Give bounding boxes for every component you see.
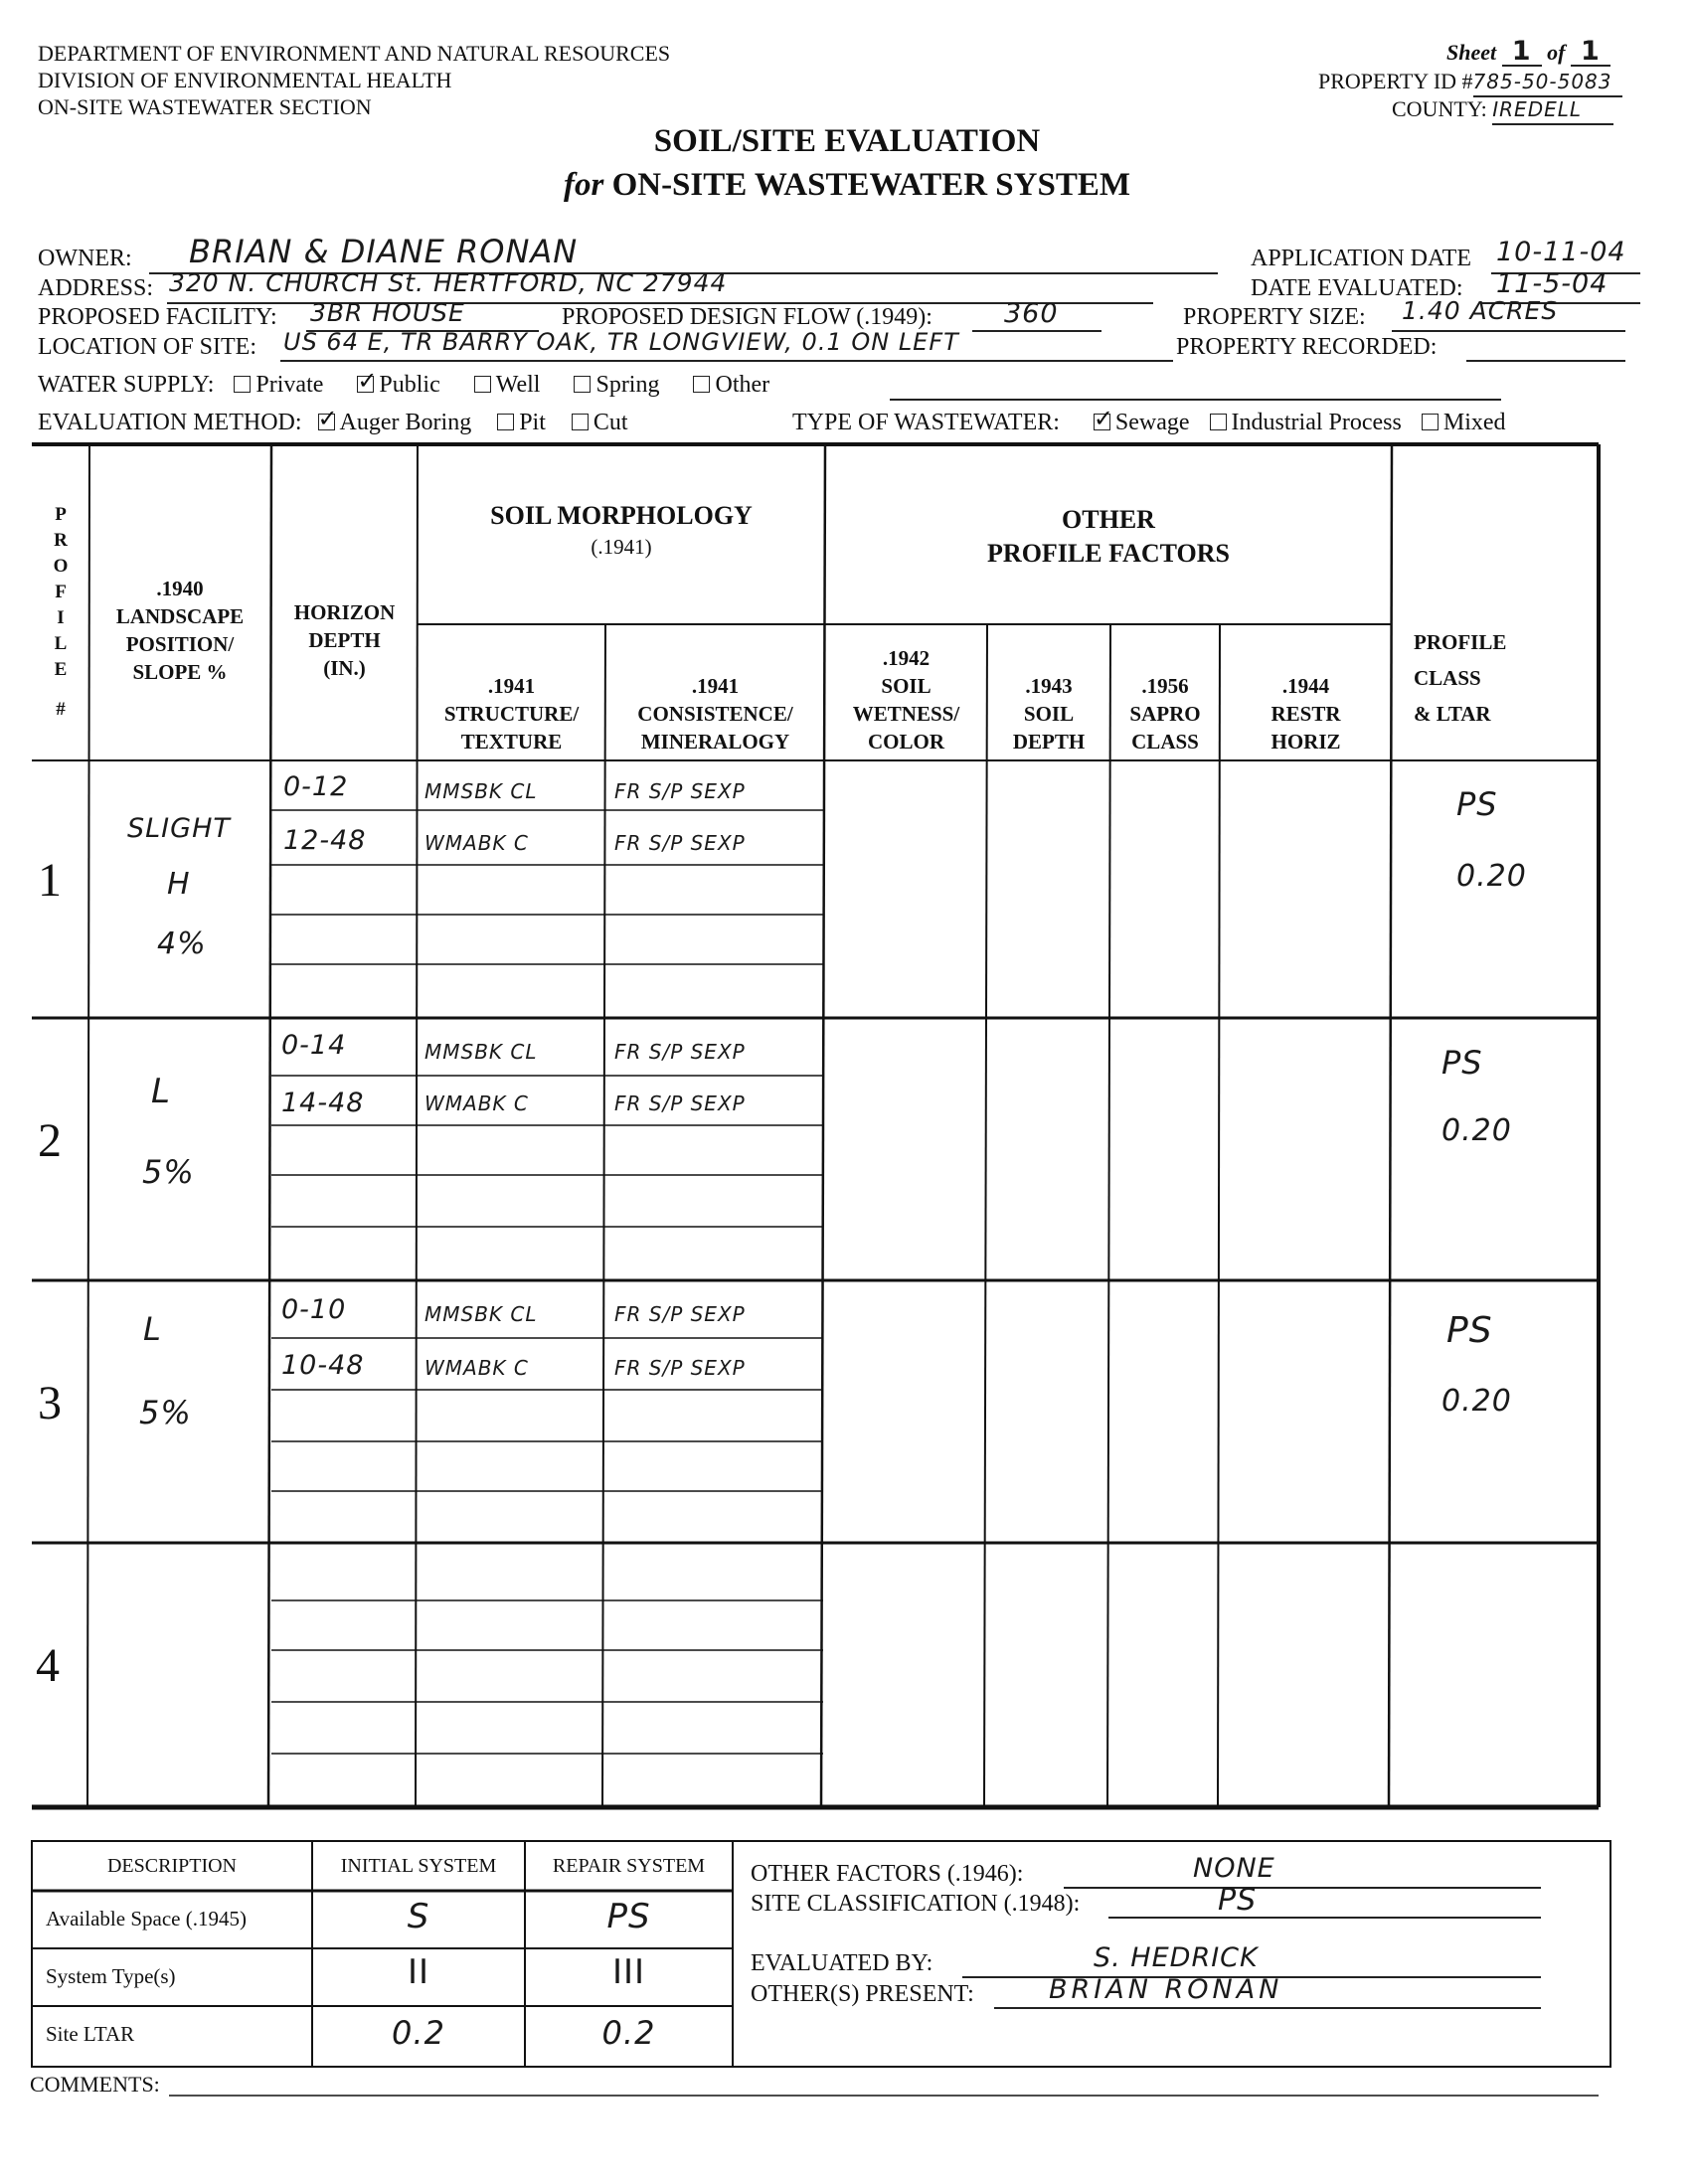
- summary-initial-value[interactable]: 0.2: [392, 2014, 445, 2052]
- water-supply-label: WATER SUPPLY:: [38, 372, 215, 398]
- date-evaluated-field[interactable]: 11-5-04: [1496, 268, 1609, 299]
- summary-row-label: System Type(s): [46, 1964, 176, 1988]
- option-label: Spring: [595, 372, 660, 398]
- header-line: SAPRO: [1129, 702, 1201, 726]
- consistence-mineralogy[interactable]: FR S/P SEXP: [614, 1040, 746, 1064]
- option-label: Sewage: [1114, 410, 1190, 435]
- profile-class[interactable]: PS: [1446, 1310, 1493, 1351]
- consistence-mineralogy[interactable]: FR S/P SEXP: [614, 779, 746, 803]
- horizon-depth[interactable]: 0-10: [281, 1294, 347, 1325]
- header-letter: P: [55, 504, 67, 525]
- summary-repair-value[interactable]: III: [611, 1952, 646, 1992]
- structure-texture[interactable]: WMABK C: [424, 1092, 529, 1115]
- header-line: (.1941): [591, 535, 652, 559]
- sheet-label: Sheet: [1446, 40, 1497, 65]
- profile-number: 4: [36, 1639, 60, 1692]
- profile-ltar[interactable]: 0.20: [1456, 859, 1527, 894]
- profile-number: 1: [38, 854, 62, 907]
- header-line: DEPTH: [308, 628, 381, 652]
- header-line: .1941: [691, 674, 740, 698]
- landscape-header: [89, 575, 270, 686]
- landscape-position[interactable]: SLIGHT: [127, 813, 231, 844]
- agency-line-1: DEPARTMENT OF ENVIRONMENT AND NATURAL RESOURCES: [38, 41, 671, 66]
- header-letter: E: [54, 659, 68, 680]
- option-label: Pit: [519, 410, 546, 435]
- landscape-slope[interactable]: 4%: [157, 926, 207, 961]
- structure-texture[interactable]: MMSBK CL: [424, 779, 538, 803]
- property-size-label: PROPERTY SIZE:: [1183, 304, 1366, 330]
- sheet-total[interactable]: 1: [1571, 38, 1610, 67]
- profile-column-header: [32, 502, 89, 723]
- consistence-mineralogy[interactable]: FR S/P SEXP: [614, 1092, 746, 1115]
- consistence-mineralogy-header: [605, 672, 825, 756]
- sheet-number[interactable]: 1: [1502, 38, 1542, 67]
- consistence-mineralogy[interactable]: FR S/P SEXP: [614, 1302, 746, 1326]
- wastewater-type-label: TYPE OF WASTEWATER:: [792, 410, 1060, 435]
- header-line: POSITION/: [125, 632, 235, 656]
- header-line: .1942: [882, 646, 931, 670]
- header-line: CONSISTENCE/: [637, 702, 793, 726]
- summary-initial-value[interactable]: S: [407, 1897, 430, 1936]
- application-date-field[interactable]: 10-11-04: [1496, 237, 1626, 267]
- summary-row-label: Available Space (.1945): [46, 1907, 247, 1931]
- other-factors-field[interactable]: NONE: [1193, 1853, 1275, 1884]
- horizon-depth-header: [271, 598, 418, 682]
- owner-field[interactable]: BRIAN & DIANE RONAN: [189, 233, 579, 270]
- soil-wetness-header: [825, 644, 987, 756]
- summary-initial-value[interactable]: II: [407, 1952, 430, 1992]
- header-letter: I: [57, 607, 65, 628]
- agency-line-2: DIVISION OF ENVIRONMENTAL HEALTH: [38, 68, 452, 92]
- comments-label: COMMENTS:: [30, 2072, 160, 2097]
- horizon-depth[interactable]: 0-12: [283, 771, 349, 802]
- option-label: Auger Boring: [339, 410, 472, 435]
- structure-texture[interactable]: WMABK C: [424, 1356, 529, 1380]
- horizon-depth[interactable]: 14-48: [281, 1088, 365, 1118]
- header-letter: O: [53, 556, 69, 577]
- profile-class-header: [1392, 624, 1563, 732]
- sheet-of-label: of: [1547, 40, 1566, 65]
- site-classification-label: SITE CLASSIFICATION (.1948):: [751, 1891, 1081, 1917]
- header-line: SLOPE %: [132, 660, 228, 684]
- property-id-label: PROPERTY ID #: [1318, 69, 1473, 93]
- header-line: OTHER: [1062, 505, 1155, 534]
- header-line: DEPTH: [1012, 730, 1086, 754]
- header-line: STRUCTURE/: [443, 702, 580, 726]
- location-field[interactable]: US 64 E, TR BARRY OAK, TR LONGVIEW, 0.1 ON LEFT: [283, 328, 959, 356]
- header-line: .1944: [1281, 674, 1330, 698]
- structure-texture[interactable]: MMSBK CL: [424, 1040, 538, 1064]
- header-line: PROFILE FACTORS: [987, 539, 1230, 568]
- structure-texture[interactable]: MMSBK CL: [424, 1302, 538, 1326]
- location-label: LOCATION OF SITE:: [38, 334, 256, 360]
- header-letter: F: [55, 582, 67, 602]
- summary-repair-value[interactable]: 0.2: [601, 2014, 656, 2052]
- structure-texture-header: [418, 672, 605, 756]
- header-line: SOIL MORPHOLOGY: [490, 501, 753, 530]
- address-field[interactable]: 320 N. CHURCH St. HERTFORD, NC 27944: [169, 268, 728, 297]
- header-letter: [32, 683, 89, 697]
- header-line: TEXTURE: [460, 730, 563, 754]
- profile-ltar[interactable]: 0.20: [1441, 1113, 1512, 1148]
- profile-ltar[interactable]: 0.20: [1441, 1384, 1512, 1419]
- header-line: & LTAR: [1414, 702, 1491, 726]
- consistence-mineralogy[interactable]: FR S/P SEXP: [614, 831, 746, 855]
- owner-label: OWNER:: [38, 246, 132, 271]
- landscape-slope[interactable]: 5%: [139, 1394, 192, 1431]
- landscape-position[interactable]: L: [143, 1310, 162, 1348]
- structure-texture[interactable]: WMABK C: [424, 831, 529, 855]
- horizon-depth[interactable]: 12-48: [283, 825, 367, 856]
- header-line: CLASS: [1131, 730, 1199, 754]
- header-line: (IN.): [323, 656, 366, 680]
- evaluated-by-field[interactable]: S. HEDRICK: [1094, 1942, 1259, 1973]
- sapro-class-header: [1110, 672, 1220, 756]
- landscape-slope[interactable]: 5%: [142, 1153, 195, 1191]
- horizon-depth[interactable]: 10-48: [281, 1350, 365, 1381]
- profile-number: 3: [38, 1377, 62, 1429]
- application-date-label: APPLICATION DATE: [1251, 246, 1471, 271]
- header-letter: #: [56, 699, 66, 720]
- other-factors-label: OTHER FACTORS (.1946):: [751, 1861, 1024, 1887]
- header-letter: L: [54, 633, 68, 654]
- landscape-position[interactable]: H: [167, 867, 191, 902]
- proposed-facility-label: PROPOSED FACILITY:: [38, 304, 277, 330]
- others-present-field[interactable]: BRIAN RONAN: [1049, 1974, 1283, 2005]
- subtitle-for: for: [563, 167, 604, 203]
- header-line: .1956: [1141, 674, 1189, 698]
- header-line: .1941: [487, 674, 536, 698]
- consistence-mineralogy[interactable]: FR S/P SEXP: [614, 1356, 746, 1380]
- profile-class[interactable]: PS: [1441, 1044, 1483, 1082]
- horizon-depth[interactable]: 0-14: [281, 1030, 347, 1061]
- option-label: Cut: [593, 410, 628, 435]
- county-label: COUNTY:: [1392, 96, 1487, 121]
- header-letter: R: [54, 530, 68, 551]
- profile-class[interactable]: PS: [1456, 785, 1498, 823]
- summary-row-label: Site LTAR: [46, 2022, 135, 2046]
- header-line: WETNESS/: [852, 702, 960, 726]
- design-flow-label: PROPOSED DESIGN FLOW (.1949):: [562, 304, 932, 330]
- others-present-label: OTHER(S) PRESENT:: [751, 1981, 974, 2007]
- option-label: Well: [495, 372, 541, 398]
- evaluated-by-label: EVALUATED BY:: [751, 1950, 933, 1976]
- header-line: HORIZON: [293, 600, 396, 624]
- proposed-facility-field[interactable]: 3BR HOUSE: [310, 298, 465, 327]
- summary-header-initial: INITIAL SYSTEM: [340, 1855, 497, 1877]
- page-title: SOIL/SITE EVALUATION: [653, 123, 1041, 159]
- design-flow-field[interactable]: 360: [1004, 298, 1059, 329]
- property-recorded-label: PROPERTY RECORDED:: [1176, 334, 1438, 360]
- other-profile-factors-header: [825, 503, 1392, 571]
- subtitle-rest: ON-SITE WASTEWATER SYSTEM: [603, 167, 1131, 203]
- header-line: .1943: [1025, 674, 1073, 698]
- header-line: LANDSCAPE: [115, 604, 245, 628]
- summary-header-repair: REPAIR SYSTEM: [552, 1855, 706, 1877]
- evaluation-method-label: EVALUATION METHOD:: [38, 410, 302, 435]
- restr-horiz-header: [1220, 672, 1392, 756]
- option-label: Other: [715, 372, 770, 398]
- site-classification-field[interactable]: PS: [1218, 1883, 1258, 1918]
- option-label: Public: [379, 372, 440, 398]
- header-line: HORIZ: [1270, 730, 1341, 754]
- header-line: .1940: [156, 577, 204, 600]
- option-label: Industrial Process: [1231, 410, 1402, 435]
- county-value[interactable]: IREDELL: [1492, 96, 1613, 125]
- header-line: PROFILE: [1414, 630, 1507, 654]
- summary-header-description: DESCRIPTION: [106, 1855, 237, 1877]
- option-label: Mixed: [1442, 410, 1506, 435]
- header-line: RESTR: [1270, 702, 1341, 726]
- header-line: SOIL: [1023, 702, 1075, 726]
- landscape-position[interactable]: L: [151, 1072, 171, 1111]
- option-label: Private: [255, 372, 324, 398]
- header-line: MINERALOGY: [640, 730, 790, 754]
- property-size-field[interactable]: 1.40 ACRES: [1402, 296, 1559, 325]
- summary-repair-value[interactable]: PS: [606, 1897, 651, 1936]
- property-id-value[interactable]: 785-50-5083: [1473, 69, 1622, 97]
- header-line: CLASS: [1414, 666, 1481, 690]
- address-label: ADDRESS:: [38, 275, 154, 301]
- header-line: SOIL: [881, 674, 932, 698]
- date-evaluated-label: DATE EVALUATED:: [1251, 275, 1463, 301]
- soil-depth-header: [987, 672, 1110, 756]
- agency-line-3: ON-SITE WASTEWATER SECTION: [38, 94, 372, 119]
- header-line: COLOR: [867, 730, 944, 754]
- profile-number: 2: [38, 1114, 62, 1167]
- soil-morphology-header: [418, 499, 825, 561]
